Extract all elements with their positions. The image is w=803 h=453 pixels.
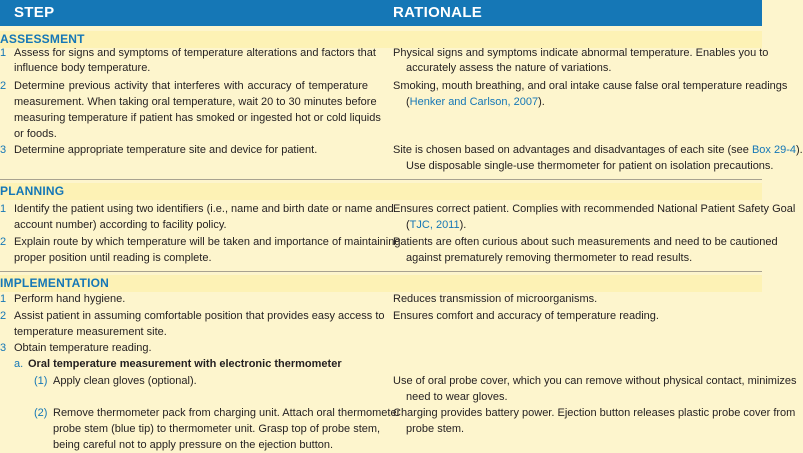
substep-number: (2) [34, 407, 48, 419]
step-text: measuring temperature if patient has smoked or ingested hot or cold liquids [14, 112, 381, 124]
step-text: Identify the patient using two identifiers (i.e., name and birth date or name and [14, 203, 394, 215]
step-number: 1 [0, 47, 7, 59]
step-text: Obtain temperature reading. [14, 342, 152, 354]
rationale-text: Use of oral probe cover, which you can remove without physical contact, minimizes [393, 375, 797, 387]
step-text: Explain route by which temperature will be taken and importance of maintaining [14, 236, 401, 248]
substep-title: Oral temperature measurement with electronic thermometer [28, 358, 342, 370]
step-text: temperature measurement site. [14, 326, 167, 338]
section-title: IMPLEMENTATION [0, 276, 110, 290]
section-divider [0, 179, 762, 180]
step-number: 1 [0, 293, 7, 305]
rationale-text: Ensures correct patient. Complies with recommended National Patient Safety Goal [393, 203, 796, 215]
rationale-text: accurately assess the nature of variations. [406, 62, 612, 74]
step-text: Determine appropriate temperature site and device for patient. [14, 144, 318, 156]
step-column-header: STEP [14, 4, 55, 21]
section-title: ASSESSMENT [0, 32, 85, 46]
step-text: Remove thermometer pack from charging unit. Attach oral thermometer [53, 407, 401, 419]
rationale-text: Charging provides battery power. Ejection button releases plastic probe cover from [393, 407, 796, 419]
step-text: influence body temperature. [14, 62, 151, 74]
step-text: Perform hand hygiene. [14, 293, 126, 305]
section-title: PLANNING [0, 184, 65, 198]
step-number: 3 [0, 342, 7, 354]
rationale-text: (Henker and Carlson, 2007). [406, 96, 545, 108]
step-number: 2 [0, 80, 7, 92]
rationale-text: probe stem. [406, 423, 465, 435]
rationale-text: need to wear gloves. [406, 391, 508, 403]
step-text: proper position until reading is complete. [14, 252, 212, 264]
step-number: 2 [0, 310, 7, 322]
citation-link[interactable]: TJC, 2011 [409, 219, 460, 231]
table-header [0, 0, 762, 26]
rationale-text: Patients are often curious about such measurements and need to be cautioned [393, 236, 778, 248]
rationale-text: Physical signs and symptoms indicate abnormal temperature. Enables you to [393, 47, 769, 59]
step-number: 2 [0, 236, 7, 248]
step-text: Assess for signs and symptoms of temperature alterations and factors that [14, 47, 376, 59]
box-reference-link[interactable]: Box 29-4 [751, 144, 796, 156]
citation-link[interactable]: Henker and Carlson, 2007 [409, 96, 539, 108]
rationale-text: Reduces transmission of microorganisms. [393, 293, 598, 305]
section-implementation [0, 275, 762, 292]
rationale-text: (TJC, 2011). [406, 219, 467, 231]
rationale-text: Smoking, mouth breathing, and oral intake cause false oral temperature readings [393, 80, 788, 92]
step-number: 3 [0, 144, 7, 156]
step-number: 1 [0, 203, 7, 215]
rationale-column-header: RATIONALE [393, 4, 483, 21]
rationale-text: against prematurely removing thermometer to read results. [406, 252, 693, 264]
step-text: measurement. When taking oral temperature, wait 20 to 30 minutes before [14, 96, 377, 108]
rationale-text: Site is chosen based on advantages and disadvantages of each site (see Box 29-4). [393, 144, 803, 156]
section-planning [0, 183, 762, 200]
section-divider [0, 271, 762, 272]
rationale-text: Ensures comfort and accuracy of temperature reading. [393, 310, 659, 322]
step-text: probe stem (blue tip) to thermometer unit. Grasp top of probe stem, [53, 423, 381, 435]
substep-number: (1) [34, 375, 48, 387]
rationale-text: Use disposable single-use thermometer for patient on isolation precautions. [406, 160, 774, 172]
step-text: Determine previous activity that interferes with accuracy of temperature [14, 80, 368, 92]
step-text: being careful not to apply pressure on the ejection button. [53, 439, 334, 451]
step-text: or foods. [14, 128, 57, 140]
step-text: Assist patient in assuming comfortable position that provides easy access to [14, 310, 385, 322]
step-text: account number) according to facility policy. [14, 219, 227, 231]
substep-label: a. [14, 358, 24, 370]
step-text: Apply clean gloves (optional). [53, 375, 197, 387]
